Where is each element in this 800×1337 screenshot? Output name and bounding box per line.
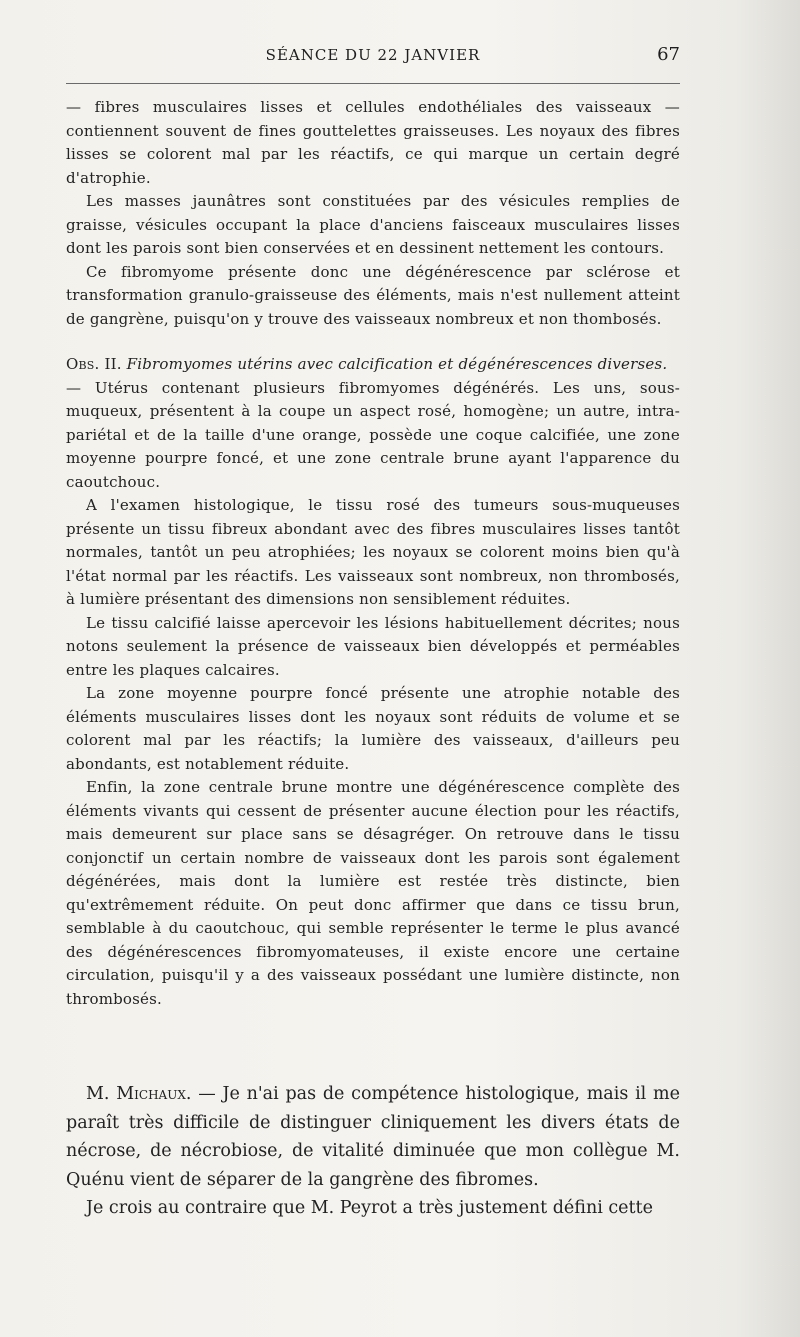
paragraph-conclusion: Ce fibromyome présente donc une dégénérescence par sclérose et transformation granulo-graisseuse des éléments, mais n'est nullement atteint de gangrène, puisqu'on y trouve des vaisseaux nombreux et non thombosés. — [66, 262, 680, 328]
observation-title: Fibromyomes utérins avec calcification et dégénérescences diverses. — [126, 355, 668, 373]
discussion-continuation: Je crois au contraire que M. Peyrot a très justement défini cette — [86, 1198, 653, 1218]
observation-paragraph: Enfin, la zone centrale brune montre une dégénérescence complète des éléments vivants qui cessent de présenter aucune élection pour les réactifs, mais demeurent sur place sans se désagréger. On retrouve dans le tissu conjonctif un certain nombre de vaisseaux dont les parois sont également dégénérées, mais dont la lumière est restée très distincte, bien qu'extrêmement réduite. On peut donc affirmer que dans ce tissu brun, semblable à du caoutchouc, qui semble représenter le terme le plus avancé des dégénérescences fibromyomateuses, il existe encore une certaine circulation, puisqu'il y a des vaisseaux possédant une lumière distincte, non thrombosés. — [66, 778, 680, 1008]
observation-paragraph: Le tissu calcifié laisse apercevoir les lésions habituellement décrites; nous notons seulement la présence de vaisseaux bien développés et perméables entre les plaques calcaires. — [66, 613, 680, 679]
observation-heading — [66, 353, 680, 494]
observation-paragraph: La zone moyenne pourpre foncé présente une atrophie notable des éléments musculaires lisses dont les noyaux sont réduits de volume et se colorent mal par les réactifs; la lumière des vaisseaux, d'ailleurs peu abondants, est notablement réduite. — [66, 684, 680, 773]
speaker-remarks: — Je n'ai pas de compétence histologique, mais il me paraît très difficile de distinguer cliniquement les divers états de nécrose, de nécrobiose, de vitalité diminuée que mon collègue M. Quénu vient de séparer de la gangrène des fibromes. — [66, 1084, 680, 1190]
header-rule — [66, 83, 680, 84]
observation-paragraph: A l'examen histologique, le tissu rosé des tumeurs sous-muqueuses présente un tissu fibreux abondant avec des fibres musculaires lisses tantôt normales, tantôt un peu atrophiées; les noyaux se colorent moins bien qu'à l'état normal par les réactifs. Les vaisseaux sont nombreux, non thrombosés, à lumière présentant des dimensions non sensiblement réduites. — [66, 496, 680, 608]
speaker-name: M. Michaux. — [86, 1084, 192, 1104]
page-header — [66, 44, 680, 74]
discussion-section — [66, 1080, 680, 1223]
observation-label: Obs. II. — [66, 355, 122, 373]
observation-intro: — Utérus contenant plusieurs fibromyomes dégénérés. Les uns, sous-muqueux, présentent à la coupe un aspect rosé, homogène; un autre, intra-pariétal et de la taille d'une orange, possède une coque calcifiée, une zone moyenne pourpre foncé, et une zone centrale brune ayant l'apparence du caoutchouc. — [66, 378, 680, 491]
discussion-paragraph — [66, 1080, 680, 1194]
paragraph-masses: Les masses jaunâtres sont constituées par des vésicules remplies de graisse, vésicules occupant la place d'anciens faisceaux musculaires lisses dont les parois sont bien conservées et en dessinent nettement les contours. — [66, 192, 680, 257]
running-title: SÉANCE DU 22 JANVIER — [265, 46, 481, 64]
page-number: 67 — [657, 44, 680, 65]
paragraph-continuation: — fibres musculaires lisses et cellules endothéliales des vaisseaux — contiennent souvent de fines gouttelettes graisseuses. Les noyaux des fibres lisses se colorent mal par les réactifs, ce qui marque un certain degré d'atrophie. — [66, 98, 680, 187]
small-print-section — [66, 96, 680, 1011]
